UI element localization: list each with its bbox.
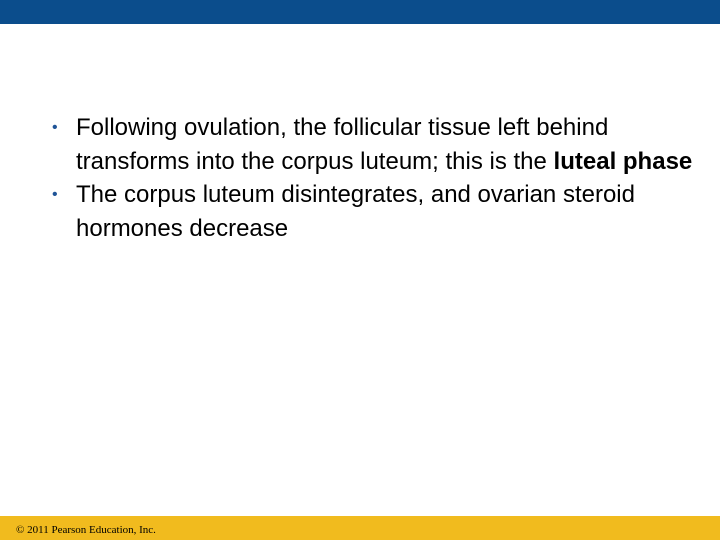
bullet-text-2: The corpus luteum disintegrates, and ovarian steroid hormones decrease <box>76 181 635 242</box>
copyright-notice: © 2011 Pearson Education, Inc. <box>16 524 156 536</box>
footer-bar <box>0 516 720 540</box>
bullet-item-2 <box>52 178 712 245</box>
bullet-icon: • <box>52 186 58 204</box>
slide-body <box>52 111 712 245</box>
bullet-item-1 <box>52 111 712 178</box>
bold-term-luteal-phase: luteal phase <box>553 147 693 175</box>
bullet-text-1: Following ovulation, the follicular tissue left behind transforms into the corpus luteum; this is the <box>76 114 609 175</box>
header-bar <box>0 0 720 24</box>
bullet-icon: • <box>52 119 58 136</box>
